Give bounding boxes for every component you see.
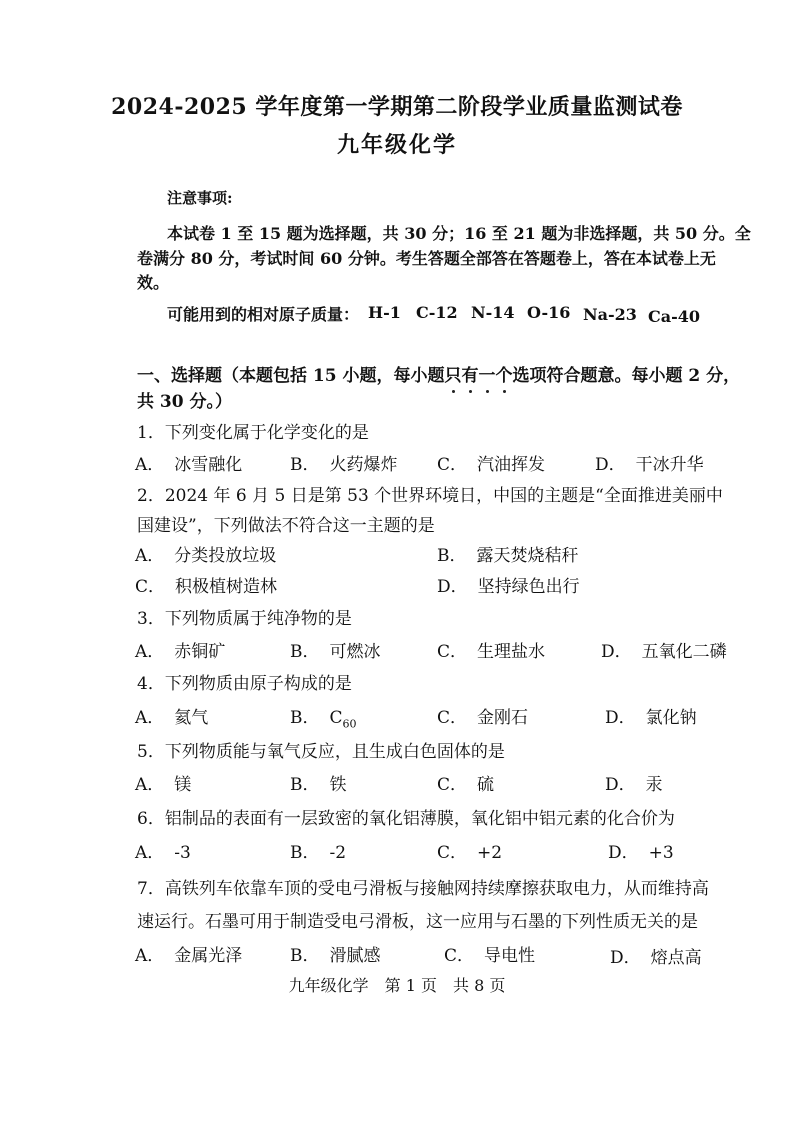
option-text: 氯化钠	[645, 708, 697, 728]
question-4-option-d	[605, 703, 697, 728]
option-label: D．	[605, 708, 636, 728]
option-text: 金刚石	[477, 708, 529, 728]
question-1-option-b	[290, 450, 398, 475]
option-label: D．	[601, 642, 632, 662]
option-label: C．	[437, 642, 468, 662]
option-text: 冰雪融化	[174, 455, 243, 475]
option-label: B．	[290, 775, 320, 795]
option-text: 熔点高	[650, 948, 702, 968]
question-6-option-c	[437, 838, 502, 863]
question-5-option-d	[605, 770, 663, 795]
question-7-option-c	[444, 941, 535, 966]
section-heading-part-b: 选项符合题意。每小题 2 分，	[512, 366, 741, 386]
question-4-option-b	[290, 703, 357, 730]
question-7-option-d	[610, 943, 702, 968]
question-7-option-a	[135, 941, 242, 966]
question-5-option-b	[290, 770, 347, 795]
option-text: 火药爆炸	[329, 455, 398, 475]
option-text: 导电性	[484, 946, 536, 966]
option-label: A．	[135, 546, 165, 566]
exam-subject: 九年级化学	[336, 132, 457, 158]
formula-c60	[329, 708, 357, 731]
option-text: +3	[648, 843, 674, 863]
question-3-stem: 3．下列物质属于纯净物的是	[137, 609, 352, 629]
option-text: 露天焚烧秸秆	[476, 546, 579, 566]
option-label: A．	[135, 455, 165, 475]
option-text: 滑腻感	[329, 946, 381, 966]
option-label: A．	[135, 843, 165, 863]
question-2-stem-line-1: 2．2024 年 6 月 5 日是第 53 个世界环境日，中国的主题是“全面推进美丽中	[137, 486, 723, 506]
question-1-option-c	[437, 450, 545, 475]
option-text: -2	[329, 843, 347, 863]
notice-line-2: 卷满分 80 分，考试时间 60 分钟。考生答题全部答在答题卷上，答在本试卷上无	[137, 249, 716, 268]
option-label: C．	[437, 708, 468, 728]
question-6-stem: 6．铝制品的表面有一层致密的氧化铝薄膜，氧化铝中铝元素的化合价为	[137, 809, 675, 829]
question-1-option-d	[595, 450, 704, 475]
option-text: 干冰升华	[635, 455, 704, 475]
option-label: C．	[437, 843, 468, 863]
atomic-mass-h: H-1	[368, 303, 401, 322]
question-2-option-b	[437, 541, 579, 566]
question-2-option-d	[437, 572, 580, 597]
question-4-option-a	[135, 703, 208, 728]
option-label: C．	[135, 577, 166, 597]
option-label: A．	[135, 946, 165, 966]
question-3-option-d	[601, 637, 727, 662]
question-1-stem: 1．下列变化属于化学变化的是	[137, 423, 369, 443]
atomic-mass-c: C-12	[416, 303, 458, 322]
question-7-stem-line-2: 速运行。石墨可用于制造受电弓滑板，这一应用与石墨的下列性质无关的是	[137, 912, 698, 932]
question-7-stem-line-1: 7．高铁列车依靠车顶的受电弓滑板与接触网持续摩擦获取电力，从而维持高	[137, 879, 709, 899]
section-heading-emphasis	[445, 366, 513, 386]
option-text: 生理盐水	[477, 642, 546, 662]
atomic-mass-o: O-16	[527, 303, 571, 322]
option-label: D．	[610, 948, 641, 968]
option-label: D．	[605, 775, 636, 795]
notice-heading: 注意事项:	[167, 189, 233, 207]
question-6-option-a	[135, 838, 191, 863]
option-label: B．	[290, 708, 320, 728]
option-text: 汞	[645, 775, 663, 795]
option-label: A．	[135, 642, 165, 662]
question-4-stem: 4．下列物质由原子构成的是	[137, 674, 352, 694]
question-7-option-b	[290, 941, 381, 966]
option-label: B．	[437, 546, 467, 566]
question-6-option-d	[608, 838, 674, 863]
section-heading-line-2: 共 30 分。）	[137, 392, 232, 412]
option-label: B．	[290, 946, 320, 966]
option-text: 可燃冰	[329, 642, 381, 662]
emphasis-dot	[486, 390, 489, 393]
option-label: C．	[437, 455, 468, 475]
option-text: 分类投放垃圾	[174, 546, 277, 566]
option-text: 坚持绿色出行	[477, 577, 580, 597]
question-2-option-c	[135, 572, 277, 597]
option-label: D．	[595, 455, 626, 475]
atomic-mass-na: Na-23	[583, 305, 637, 324]
atomic-mass-label: 可能用到的相对原子质量：	[167, 305, 360, 324]
option-label: A．	[135, 775, 165, 795]
question-3-option-c	[437, 637, 545, 662]
page-footer: 九年级化学 第 1 页 共 8 页	[288, 976, 506, 995]
question-1-option-a	[135, 450, 242, 475]
question-5-option-c	[437, 770, 494, 795]
question-4-option-c	[437, 703, 528, 728]
question-5-option-a	[135, 770, 191, 795]
option-text: 氦气	[174, 708, 209, 728]
emphasis-dot	[469, 390, 472, 393]
option-text: 金属光泽	[174, 946, 243, 966]
notice-line-3: 效。	[137, 273, 170, 292]
option-label: C．	[437, 775, 468, 795]
option-text: 铁	[329, 775, 347, 795]
option-text: +2	[477, 843, 503, 863]
exam-title: 2024-2025 学年度第一学期第二阶段学业质量监测试卷	[111, 94, 683, 120]
option-label: D．	[437, 577, 468, 597]
atomic-mass-n: N-14	[471, 303, 515, 322]
question-2-option-a	[135, 541, 276, 566]
question-5-stem: 5．下列物质能与氧气反应，且生成白色固体的是	[137, 742, 505, 762]
formula-subscript: 60	[342, 717, 357, 731]
option-text: 五氧化二磷	[641, 642, 727, 662]
option-label: B．	[290, 642, 320, 662]
option-text: 硫	[477, 775, 495, 795]
option-text: 赤铜矿	[174, 642, 226, 662]
option-label: B．	[290, 455, 320, 475]
option-label: B．	[290, 843, 320, 863]
emphasis-dot	[503, 390, 506, 393]
question-6-option-b	[290, 838, 346, 863]
option-label: C．	[444, 946, 475, 966]
question-3-option-b	[290, 637, 381, 662]
option-label: D．	[608, 843, 639, 863]
section-heading-line-1	[137, 361, 740, 386]
atomic-mass-ca: Ca-40	[648, 307, 701, 326]
option-text: 积极植树造林	[175, 577, 278, 597]
option-text: 镁	[174, 775, 192, 795]
emphasis-dot	[452, 390, 455, 393]
option-label: A．	[135, 708, 165, 728]
question-2-stem-line-2: 国建设”，下列做法不符合这一主题的是	[137, 516, 435, 536]
option-text: -3	[174, 843, 191, 863]
notice-line-1: 本试卷 1 至 15 题为选择题，共 30 分；16 至 21 题为非选择题，共 50 分。全	[167, 224, 751, 243]
formula-element: C	[329, 708, 343, 728]
section-heading-emphasis-text: 只有一个	[444, 366, 513, 386]
question-3-option-a	[135, 637, 225, 662]
section-heading-part-a: 一、选择题（本题包括 15 小题，每小题	[137, 366, 445, 386]
option-text: 汽油挥发	[477, 455, 546, 475]
